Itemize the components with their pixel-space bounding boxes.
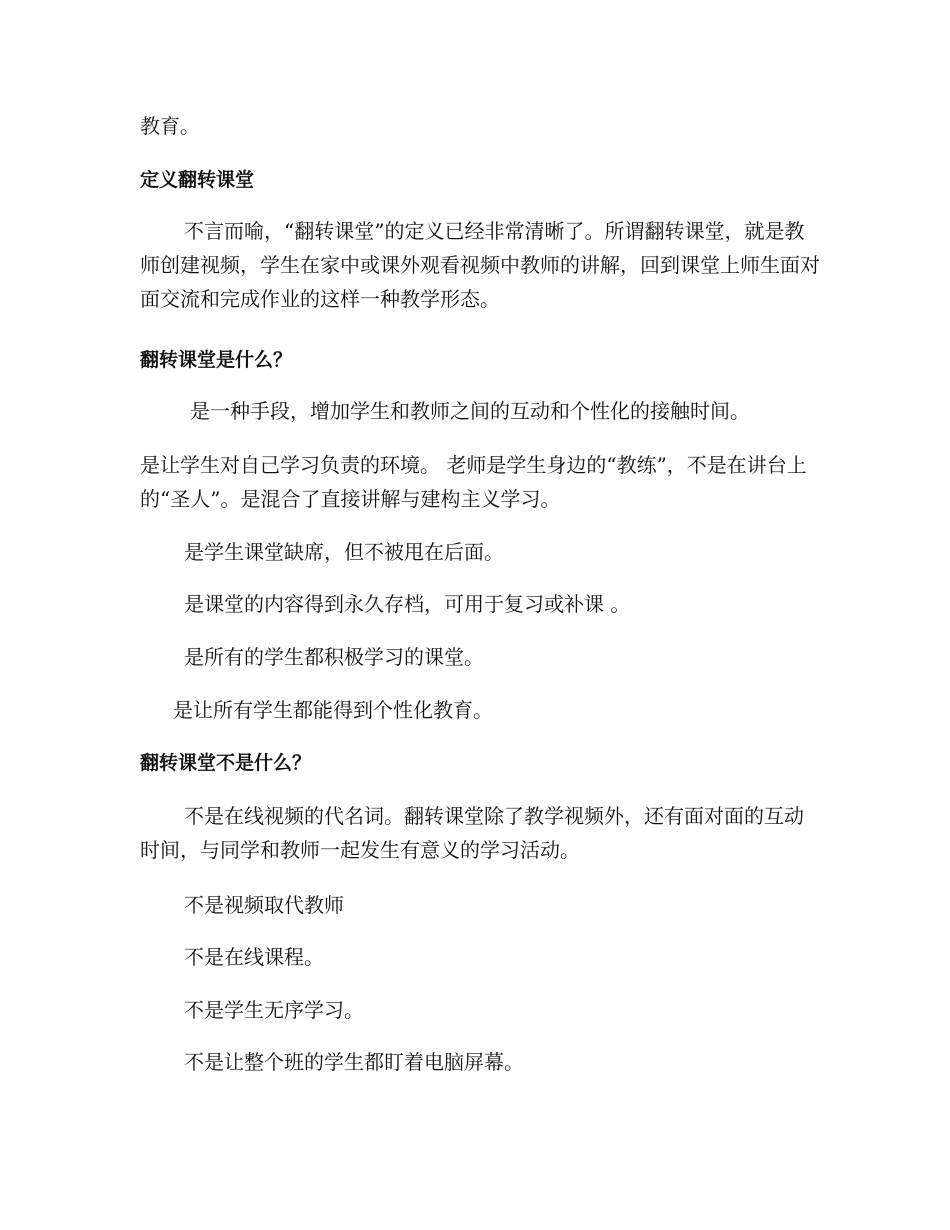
heading-what-is-not: 翻转课堂不是什么？: [140, 752, 312, 774]
heading-define-flipped-classroom: 定义翻转课堂: [140, 169, 255, 191]
paragraph-not-disorderly: 不是学生无序学习。: [184, 998, 364, 1022]
paragraph-absence: 是学生课堂缺席，但不被甩在后面。: [184, 540, 504, 564]
heading-what-is: 翻转课堂是什么？: [140, 349, 293, 371]
paragraph-active-learning: 是所有的学生都积极学习的课堂。: [184, 645, 484, 669]
paragraph-continuation: 教育。: [140, 114, 200, 138]
paragraph-not-online-course: 不是在线课程。: [184, 945, 324, 969]
paragraph-not-replace-teacher: 不是视频取代教师: [184, 893, 344, 917]
paragraph-personalized: 是让所有学生都能得到个性化教育。: [173, 698, 493, 722]
paragraph-not-online-video: 不是在线视频的代名词。翻转课堂除了教学视频外，还有面对面的互动时间，与同学和教师一起发生有意义的学习活动。: [140, 804, 804, 862]
paragraph-means: 是一种手段，增加学生和教师之间的互动和个性化的接触时间。: [190, 399, 750, 423]
paragraph-archive: 是课堂的内容得到永久存档，可用于复习或补课 。: [184, 592, 631, 616]
paragraph-environment: 是让学生对自己学习负责的环境。 老师是学生身边的“教练”，不是在讲台上的“圣人”。是混合了直接讲解与建构主义学习。: [140, 453, 807, 511]
paragraph-definition: 不言而喻，“翻转课堂”的定义已经非常清晰了。所谓翻转课堂，就是教师创建视频，学生在家中或课外观看视频中教师的讲解，回到课堂上师生面对面交流和完成作业的这样一种教学形态。: [140, 219, 820, 311]
paragraph-not-screen: 不是让整个班的学生都盯着电脑屏幕。: [184, 1050, 524, 1074]
